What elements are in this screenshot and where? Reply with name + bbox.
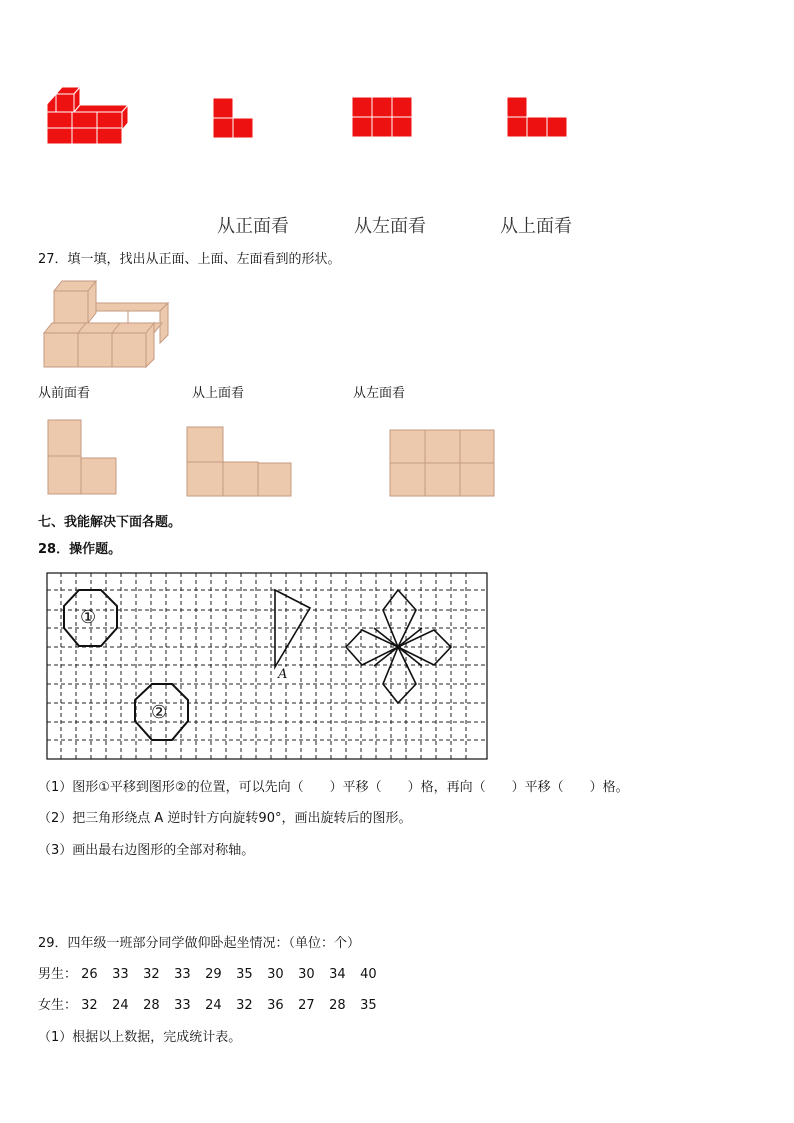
girls-value: 28 [329, 998, 346, 1013]
boys-value: 29 [205, 967, 222, 982]
question-27-title: 27．填一填，找出从正面、上面、左面看到的形状。 [38, 252, 341, 267]
beige-view-front [47, 419, 119, 497]
girls-value: 27 [298, 998, 315, 1013]
red-view-left [351, 96, 415, 138]
boys-label: 男生： [38, 967, 78, 982]
label-front-view: 从前面看 [38, 386, 91, 401]
label-left-view: 从左面看 [353, 386, 406, 401]
question-29-title: 29．四年级一班部分同学做仰卧起坐情况：（单位：个） [38, 936, 361, 951]
question-28-title: 28．操作题。 [38, 542, 122, 557]
boys-value: 35 [236, 967, 253, 982]
caption-left-view: 从左面看 [354, 216, 426, 237]
boys-values [81, 967, 391, 982]
girls-value: 28 [143, 998, 160, 1013]
boys-value: 30 [298, 967, 315, 982]
boys-value: 30 [267, 967, 284, 982]
section-7-title: 七、我能解决下面各题。 [38, 515, 182, 530]
girls-value: 24 [205, 998, 222, 1013]
girls-value: 35 [360, 998, 377, 1013]
question-28-sub-3: （3）画出最右边图形的全部对称轴。 [38, 843, 255, 858]
boys-value: 32 [143, 967, 160, 982]
boys-value: 34 [329, 967, 346, 982]
point-a-label: A [278, 667, 288, 682]
girls-label: 女生： [38, 998, 78, 1013]
dotted-grid-figure [44, 570, 490, 762]
shape-1-label: ① [80, 607, 97, 628]
boys-row [38, 967, 391, 983]
boys-value: 33 [174, 967, 191, 982]
label-top-view: 从上面看 [192, 386, 245, 401]
beige-view-top [186, 426, 294, 498]
beige-view-left [389, 429, 497, 499]
girls-value: 32 [81, 998, 98, 1013]
girls-values [81, 998, 391, 1013]
red-view-top [506, 96, 570, 138]
caption-top-view: 从上面看 [500, 216, 572, 237]
red-view-front [212, 97, 256, 139]
beige-cube-stack-3d [42, 279, 170, 369]
girls-value: 24 [112, 998, 129, 1013]
girls-row [38, 998, 391, 1014]
boys-value: 40 [360, 967, 377, 982]
caption-front-view: 从正面看 [217, 216, 289, 237]
question-29-sub-1: （1）根据以上数据，完成统计表。 [38, 1030, 242, 1045]
question-28-sub-1: （1）图形①平移到图形②的位置，可以先向（ ）平移（ ）格，再向（ ）平移（ ）格。 [38, 780, 629, 795]
shape-2-label: ② [151, 702, 168, 723]
girls-value: 32 [236, 998, 253, 1013]
boys-value: 26 [81, 967, 98, 982]
red-cube-stack-3d [44, 84, 128, 146]
girls-value: 33 [174, 998, 191, 1013]
boys-value: 33 [112, 967, 129, 982]
girls-value: 36 [267, 998, 284, 1013]
question-28-sub-2: （2）把三角形绕点 A 逆时针方向旋转90°，画出旋转后的图形。 [38, 811, 412, 826]
